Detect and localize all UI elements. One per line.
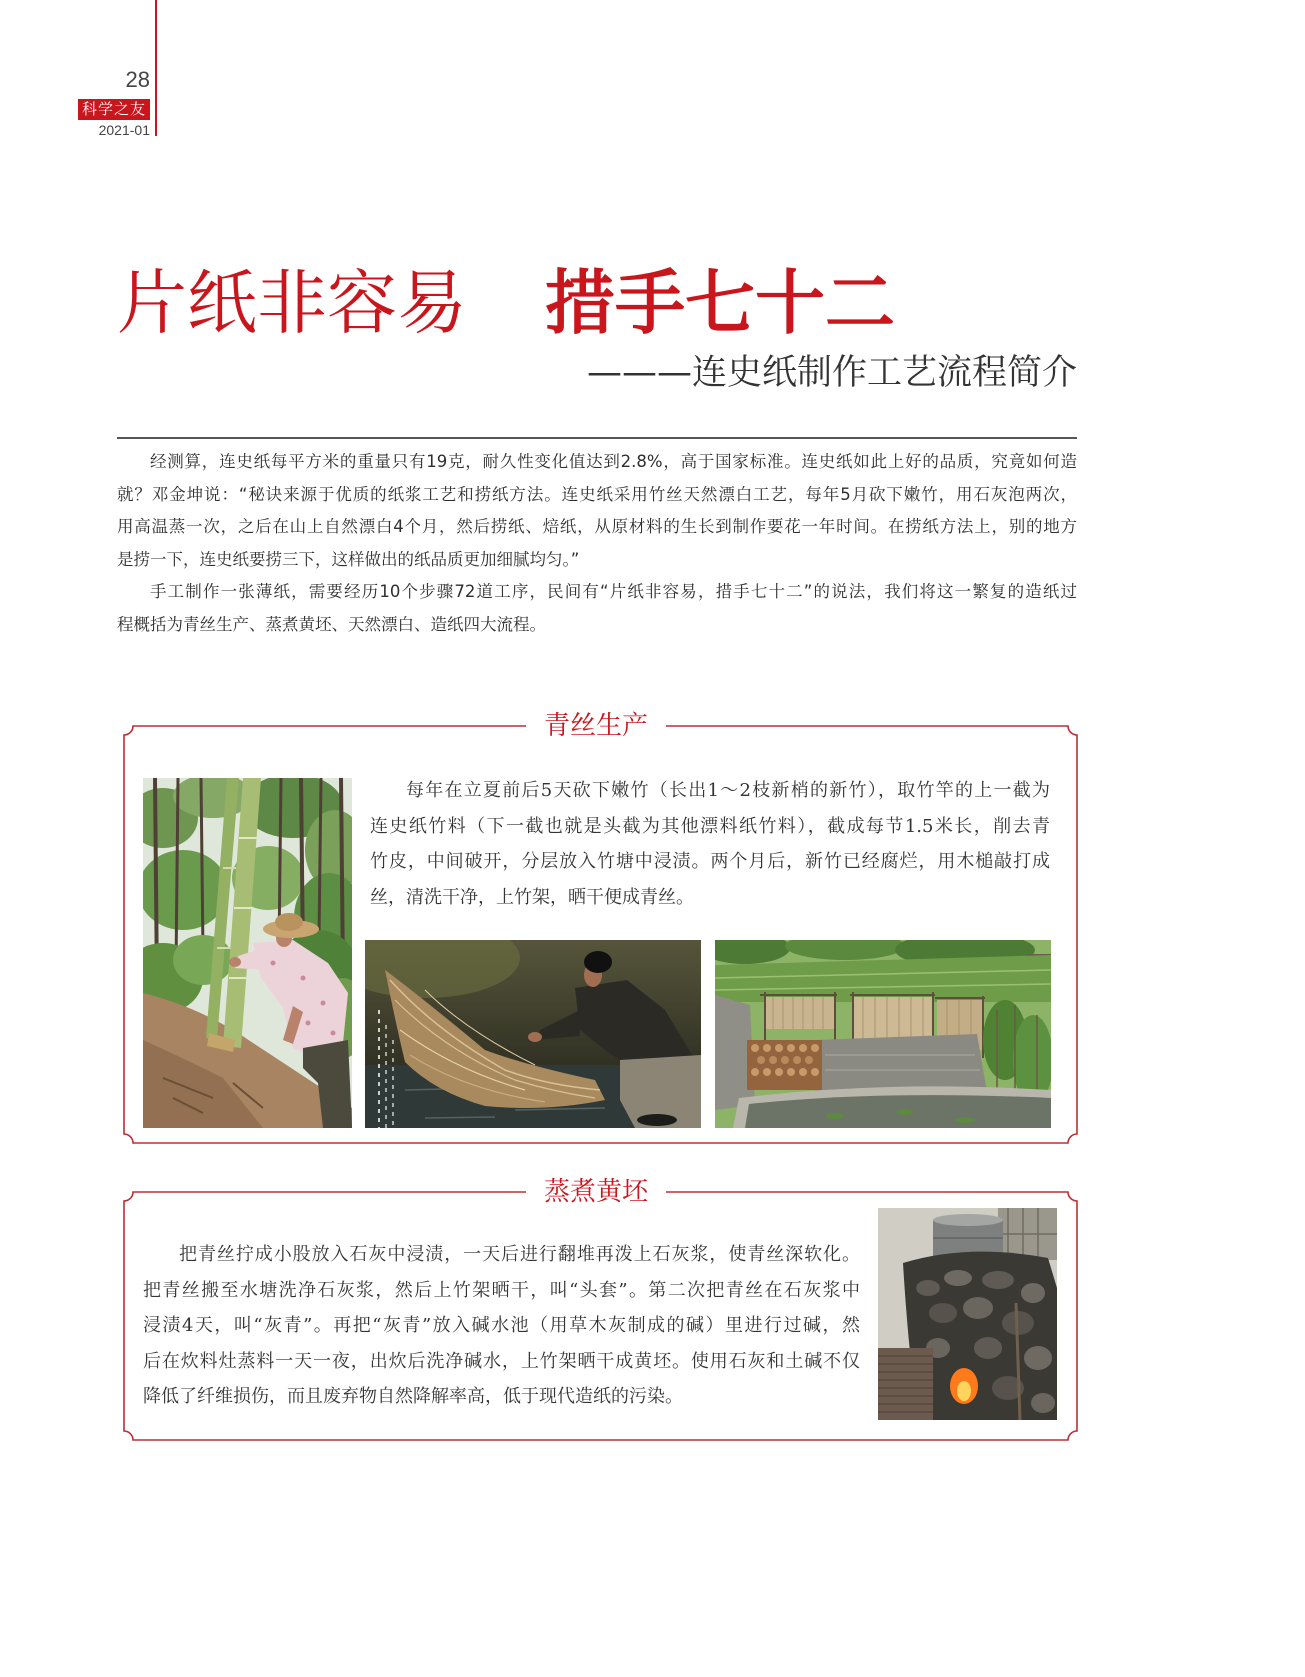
section-line: 把青丝拧成小股放入石灰中浸渍，一天后进行翻堆再泼上石灰浆，使青丝深软化。 (179, 1244, 860, 1265)
page-number: 28 (125, 67, 150, 92)
building-wall (998, 1208, 1057, 1260)
section-2-text (143, 1237, 860, 1415)
intro-line: 是捞一下，连史纸要捞三下，这样做出的纸品质更加细腻均匀。” (117, 549, 580, 569)
intro-line: 经测算，连史纸每平方米的重量只有19克，耐久性变化值达到2.8%，高于国家标准。连史纸如此上好的品质，究竟如何造 (150, 452, 1077, 471)
title-divider (117, 437, 1077, 439)
soaking-fibers-illustration (365, 940, 701, 1128)
drying-racks-illustration (715, 940, 1051, 1128)
steaming-stove-illustration (878, 1208, 1057, 1420)
brick-base (878, 1348, 933, 1420)
section-heading: 蒸煮黄坯 (543, 1177, 648, 1207)
subtitle: ———连史纸制作工艺流程简介 (586, 353, 1077, 393)
magazine-name-tag: 科学之友 (78, 99, 150, 120)
photo-bamboo-harvest (143, 778, 352, 1128)
fire (950, 1368, 978, 1404)
section-line: 丝，清洗干净，上竹架，晒干便成青丝。 (370, 886, 694, 908)
section-heading: 青丝生产 (543, 711, 648, 741)
intro-line: 手工制作一张薄纸，需要经历10个步骤72道工序，民间有“片纸非容易，措手七十二”的说法，我们将这一繁复的造纸过 (150, 582, 1077, 601)
section-line: 每年在立夏前后5天砍下嫩竹（长出1～2枝新梢的新竹），取竹竿的上一截为 (406, 780, 1050, 801)
photo-soaking-fibers (365, 940, 701, 1128)
section-line: 竹皮，中间破开，分层放入竹塘中浸渍。两个月后，新竹已经腐烂，用木槌敲打成 (370, 851, 1050, 872)
photo-drying-racks (715, 940, 1051, 1128)
bamboo-harvest-illustration (143, 778, 352, 1128)
intro-line: 程概括为青丝生产、蒸煮黄坯、天然漂白、造纸四大流程。 (117, 614, 546, 634)
title-part-1: 片纸非容易 (117, 262, 467, 344)
section-line: 把青丝搬至水塘洗净石灰浆，然后上竹架晒干，叫“头套”。第二次把青丝在石灰浆中 (143, 1279, 860, 1301)
intro-line: 用高温蒸一次，之后在山上自然漂白4个月，然后捞纸、焙纸，从原材料的生长到制作要花一年时间。在捞纸方法上，别的地方 (117, 517, 1077, 536)
section-line: 降低了纤维损伤，而且废弃物自然降解率高，低于现代造纸的污染。 (143, 1386, 683, 1407)
firewood-stack (747, 1040, 822, 1090)
header-vertical-rule (155, 0, 157, 136)
intro-line: 就？邓金坤说：“秘诀来源于优质的纸浆工艺和捞纸方法。连史纸采用竹丝天然漂白工艺，每年5月砍下嫩竹，用石灰泡两次， (117, 484, 1077, 504)
section-line: 浸渍4天，叫“灰青”。再把“灰青”放入碱水池（用草木灰制成的碱）里进行过碱，然 (143, 1315, 860, 1336)
issue-date: 2021-01 (98, 122, 150, 138)
title-part-2: 措手七十二 (545, 262, 895, 344)
section-1-text (370, 773, 1050, 915)
section-line: 后在炊料灶蒸料一天一夜，出炊后洗净碱水，上竹架晒干成黄坯。使用石灰和土碱不仅 (143, 1350, 860, 1372)
section-line: 连史纸竹料（下一截也就是头截为其他漂料纸竹料），截成每节1.5米长，削去青 (370, 815, 1050, 837)
photo-steaming-stove (878, 1208, 1057, 1420)
intro-text (117, 446, 1077, 641)
